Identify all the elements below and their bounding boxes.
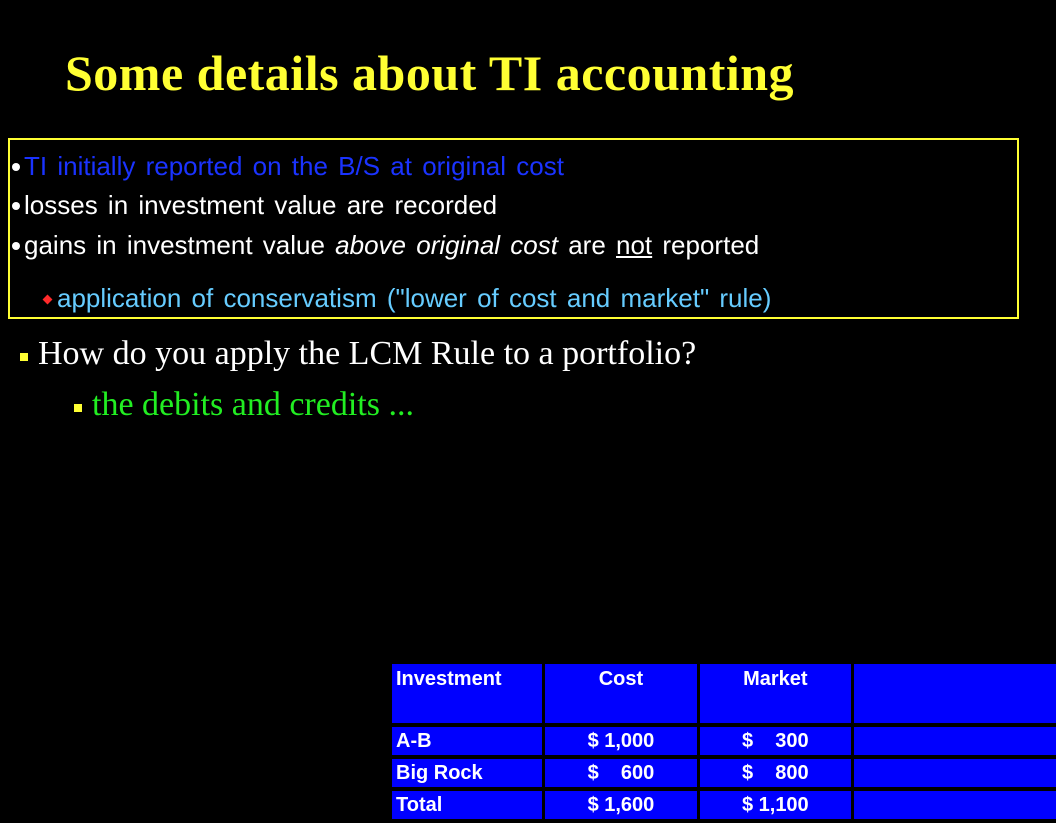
cell-cost: $ 1,000 — [544, 725, 698, 757]
bullet-dot-icon — [12, 202, 20, 210]
cell-investment: Total — [392, 789, 544, 821]
cell-market: $ 800 — [698, 757, 852, 789]
table-row — [392, 757, 1056, 789]
square-bullet-icon — [20, 353, 28, 361]
header-investment: Investment — [392, 664, 544, 725]
bullet-gains: gains in investment value above original cost are not reported — [12, 230, 759, 260]
bullet-dot-icon — [12, 163, 20, 171]
bullet-box — [8, 138, 1019, 319]
investment-table — [392, 664, 1056, 823]
table-header-row — [392, 664, 1056, 725]
cell-market: $ 1,100 — [698, 789, 852, 821]
square-bullet-icon — [74, 404, 82, 412]
cell-empty — [853, 757, 1056, 789]
header-empty — [853, 664, 1056, 725]
cell-market: $ 300 — [698, 725, 852, 757]
cell-empty — [853, 789, 1056, 821]
slide-title: Some details about TI accounting — [65, 45, 795, 101]
question-lcm-portfolio: How do you apply the LCM Rule to a portfolio? — [20, 334, 696, 374]
cell-cost: $ 600 — [544, 757, 698, 789]
header-market: Market — [698, 664, 852, 725]
cell-investment: A-B — [392, 725, 544, 757]
cell-cost: $ 1,600 — [544, 789, 698, 821]
sub-bullet-conservatism: application of conservatism ("lower of cost and market" rule) — [44, 283, 771, 313]
header-cost: Cost — [544, 664, 698, 725]
bullet-dot-icon — [12, 242, 20, 250]
bullet-losses: losses in investment value are recorded — [12, 190, 497, 220]
table-row — [392, 789, 1056, 821]
cell-empty — [853, 725, 1056, 757]
bullet-original-cost: TI initially reported on the B/S at original cost — [12, 151, 564, 181]
debits-and-credits: the debits and credits ... — [74, 385, 414, 425]
diamond-bullet-icon — [43, 294, 53, 304]
table-row — [392, 725, 1056, 757]
cell-investment: Big Rock — [392, 757, 544, 789]
